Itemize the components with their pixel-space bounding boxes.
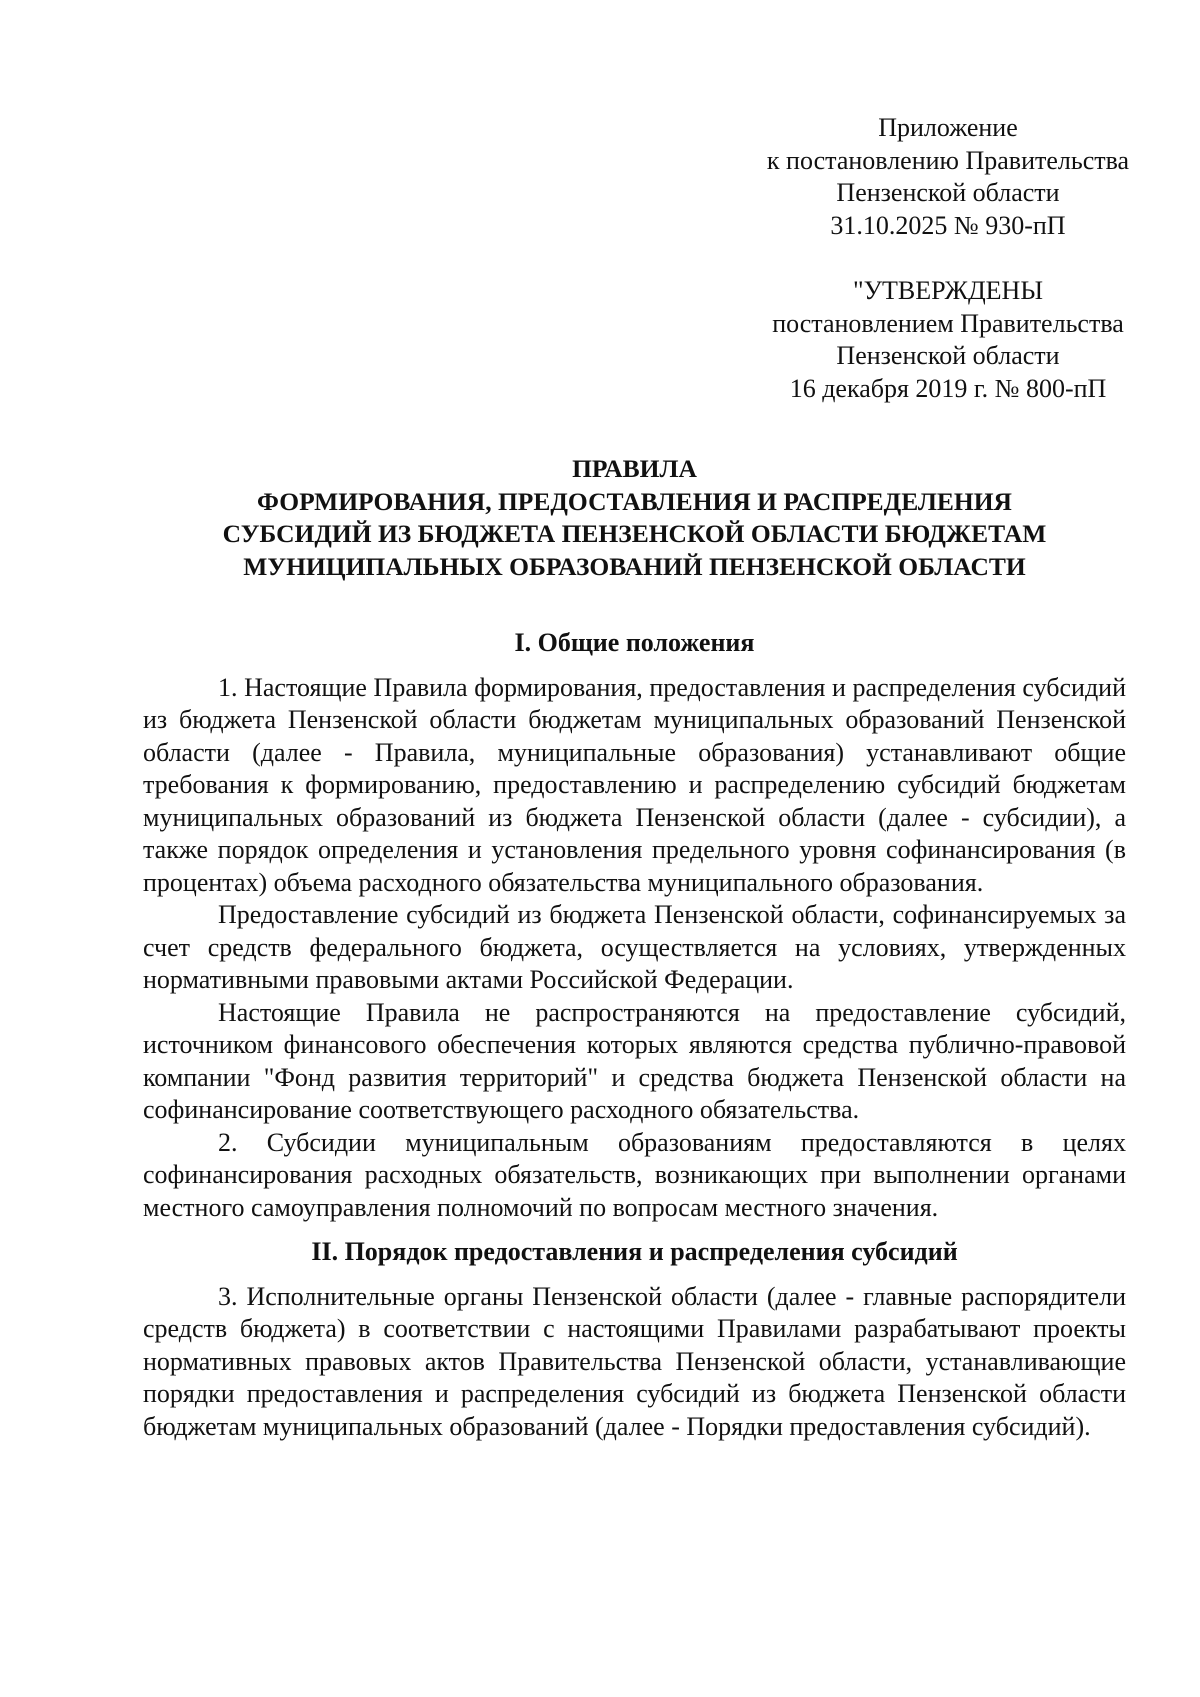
appendix-block xyxy=(683,112,1200,242)
title-line: ФОРМИРОВАНИЯ, ПРЕДОСТАВЛЕНИЯ И РАСПРЕДЕЛЕНИЯ xyxy=(257,486,1012,516)
paragraph: Предоставление субсидий из бюджета Пензенской области, софинансируемых за счет средств федерального бюджета, осуществляется на условиях, утвержденных нормативными правовыми актами Российской Федерации. xyxy=(143,900,1126,994)
title-line: МУНИЦИПАЛЬНЫХ ОБРАЗОВАНИЙ ПЕНЗЕНСКОЙ ОБЛАСТИ xyxy=(243,551,1026,581)
document-title xyxy=(143,453,1126,583)
approved-date-number: 16 декабря 2019 г. № 800-пП xyxy=(789,373,1107,403)
appendix-date-number: 31.10.2025 № 930-пП xyxy=(830,210,1066,240)
title-line: СУБСИДИЙ ИЗ БЮДЖЕТА ПЕНЗЕНСКОЙ ОБЛАСТИ БЮДЖЕТАМ xyxy=(222,519,1047,548)
approved-line: постановлением Правительства xyxy=(772,308,1124,338)
section-heading: I. Общие положения xyxy=(514,628,755,657)
appendix-line: Пензенской области xyxy=(836,178,1060,207)
approved-block xyxy=(683,275,1200,405)
section-heading: II. Порядок предоставления и распределения субсидий xyxy=(311,1237,958,1266)
approved-line: "УТВЕРЖДЕНЫ xyxy=(852,276,1044,305)
paragraph: 2. Субсидии муниципальным образованиям предоставляются в целях софинансирования расходных обязательств, возникающих при выполнении органами местного самоуправления полномочий по вопросам местного значения. xyxy=(143,1127,1126,1222)
paragraph: Настоящие Правила не распространяются на предоставление субсидий, источником финансового обеспечения которых являются средства публично-правовой компании "Фонд развития территорий" и средства бюджета Пензенской области на софинансирование соответствующего расходного обязательства. xyxy=(143,997,1126,1124)
appendix-line: Приложение xyxy=(878,113,1018,142)
appendix-line: к постановлению Правительства xyxy=(766,145,1130,175)
paragraph: 3. Исполнительные органы Пензенской области (далее - главные распорядители средств бюджета) в соответствии с настоящими Правилами разрабатывают проекты нормативных правовых актов Правительства Пензенской области, устанавливающие порядки предоставления и распределения субсидий из бюджета Пензенской области бюджетам муниципальных образований (далее - Порядки предоставления субсидий). xyxy=(143,1281,1126,1441)
paragraph: 1. Настоящие Правила формирования, предоставления и распределения субсидий из бюджета Пензенской области бюджетам муниципальных образований Пензенской области (далее - Правила, муниципальные образования) устанавливают общие требования к формированию, предоставлению и распределению субсидий бюджетам муниципальных образований из бюджета Пензенской области (далее - субсидии), а также порядок определения и установления предельного уровня софинансирования (в процентах) объема расходного обязательства муниципального образования. xyxy=(143,672,1126,897)
title-line: ПРАВИЛА xyxy=(572,454,697,483)
approved-line: Пензенской области xyxy=(836,341,1060,370)
